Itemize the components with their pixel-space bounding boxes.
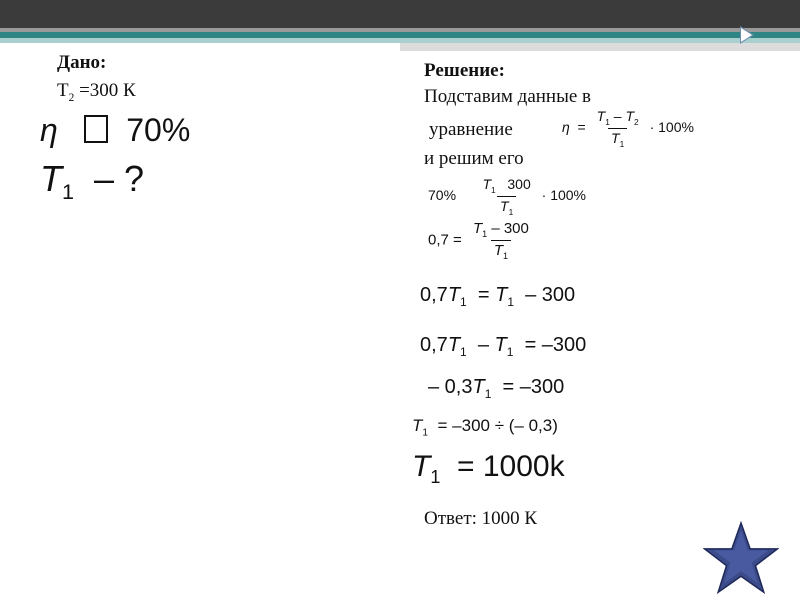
solution-line1: Подставим данные в <box>424 86 592 107</box>
efficiency-formula: η = $\frac{T_1 - T_2}{T_1}$ · 100% <box>562 108 694 149</box>
solution-line2: уравнение <box>429 119 513 140</box>
step3-coef: 0,7 <box>420 284 448 306</box>
efficiency-fraction: $\frac{T_1 - T_2}{T_1}$ <box>596 108 639 149</box>
answer-text: Ответ: 1000 К <box>424 508 538 529</box>
top-bar <box>0 0 800 28</box>
step5-coef: – 0,3 <box>428 376 473 398</box>
step2-fraction: $\frac{T_1 - 300}{T_1}$ <box>472 220 529 261</box>
step4-coef: 0,7 <box>420 334 448 356</box>
step2-num: – 300 <box>491 220 529 237</box>
step3: $0,7T_1 = T_1 - 300$ <box>420 284 576 309</box>
step5-rhs: = –300 <box>502 376 565 398</box>
given-t2-value: =300 К <box>79 80 136 101</box>
step2 <box>428 220 536 261</box>
eta-symbol: η <box>40 112 58 148</box>
header-stripe-gray <box>400 43 800 51</box>
given-t2: $T_2 =300$ К <box>57 80 136 104</box>
solution-heading: Решение: <box>424 60 505 81</box>
step6-rhs: = –300 ÷ (– 0,3) <box>437 416 558 435</box>
step4: $0,7T_1 - T_1 = -300$ <box>420 334 587 359</box>
step2-left: 0,7 = <box>428 231 462 249</box>
formula-tail: · 100% <box>649 119 694 135</box>
step1-left: 70% <box>428 187 457 203</box>
solution-line3: и решим его <box>424 148 524 169</box>
step1 <box>428 176 586 217</box>
star-icon[interactable] <box>703 520 779 596</box>
given-unknown-mark: – ? <box>94 158 145 199</box>
step3-eq: = <box>477 284 490 306</box>
given-heading: Дано: <box>57 52 107 73</box>
missing-glyph-icon <box>84 115 108 143</box>
step1-num: 300 <box>507 176 531 192</box>
step1-tail: · 100% <box>541 187 586 203</box>
step6: $T_1 = -300$ ÷ (– 0,3) <box>412 416 558 439</box>
arrow-right-icon-inner <box>741 28 752 42</box>
step1-fraction: $\frac{T_1 300}{T_1}$ <box>482 176 531 217</box>
given-eta <box>40 112 190 149</box>
given-unknown: $T_1$ – ? <box>40 158 145 205</box>
given-eta-value: 70% <box>126 112 191 148</box>
step4-rhs: = –300 <box>524 334 587 356</box>
step7-rhs: = 1000k <box>457 450 565 483</box>
step7: $T_1 = 1000k$ <box>412 450 565 487</box>
step4-minus: – <box>477 334 489 356</box>
step3-tail: – 300 <box>525 284 576 306</box>
step5: – $0,3T_1 = -300$ <box>428 376 565 401</box>
